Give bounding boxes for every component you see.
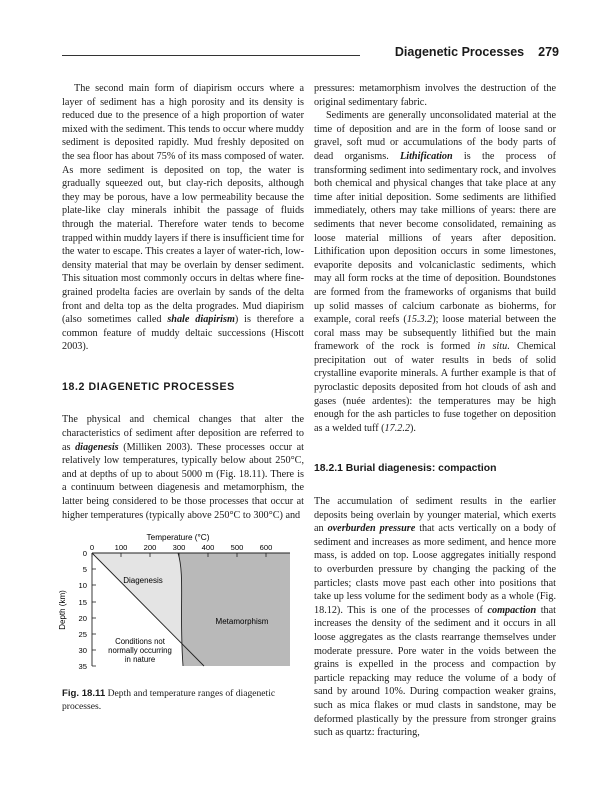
- x-tick-500: 500: [230, 543, 244, 552]
- right-column: [314, 82, 556, 740]
- depth-axis-label: Depth (km): [58, 590, 67, 630]
- x-tick-300: 300: [172, 543, 186, 552]
- diagenesis-label: Diagenesis: [123, 576, 163, 585]
- y-tick-0: 0: [82, 549, 87, 558]
- x-tick-0: 0: [89, 543, 95, 552]
- x-tick-100: 100: [114, 543, 128, 552]
- y-tick-25: 25: [78, 630, 87, 639]
- y-tick-10: 10: [78, 581, 87, 590]
- paragraph-diapirism: The second main form of diapirism occurs where a layer of sediment has a high porosity and its density is reduced due to the presence of a high proportion of water mixed with the sediment. This tends to occur where muddy sediment is deposited rapidly. Mud freshly deposited on the sea floor has about 75% of its mass composed of water. As more sediment is deposited on top, the water is gradually squeezed out, but clay-rich deposits, although they may be porous, have a low permeability because the plate-like clay minerals inhibit the passage of fluids through the material. Therefore water tends to become trapped within muddy layers if there is insufficient time for the water to escape. This creates a layer of water-rich, low-density material that may be overlain by denser sediment. This situation most commonly occurs in deltas where fine-grained prodelta facies are overlain by sands of the delta front and delta top as the delta progrades. Mud diapirism (also sometimes called shale diapirism) is therefore a common feature of muddy deltaic successions (Hiscott 2003).: [62, 83, 304, 353]
- paragraph-lithification: Sediments are generally unconsolidated material at the time of deposition and are in the form of loose sand or gravel, soft mud or accumulations of the body parts of dead organisms. Lithification is the process of transforming sediment into sedimentary rock, and involves both chemical and physical changes that take place at any time after initial deposition. Some sediments are lithified immediately, others may take millions of years: there are sediments that never become consolidated, remaining as loose material millions of years after deposition. Lithification upon deposition occurs in some limestones, evaporite deposits and volcaniclastic sediments, which may all form rocks at the time of deposition. Boundstones are formed from the frameworks of organisms that build up solid masses of calcium carbonate as bioherms, for example, coral reefs (15.3.2); loose material between the coral mass may be subsequently lithified but the main framework of the rock is formed in situ. Chemical precipitation out of water results in beds of solid crystalline evaporite minerals. A further example is that of pyroclastic deposits deposited from hot clouds of ash and gases (nuée ardentes): the temperatures may be high enough for the ash particles to fuse together on deposition as a welded tuff (17.2.2).: [314, 110, 556, 434]
- section-heading: 18.2 DIAGENETIC PROCESSES: [62, 380, 235, 393]
- metamorphism-label: Metamorphism: [215, 617, 269, 626]
- x-tick-400: 400: [201, 543, 215, 552]
- cross-reference: 17.2.2: [384, 422, 411, 434]
- left-column: [62, 82, 304, 522]
- cross-reference: 15.3.2: [406, 314, 433, 326]
- paragraph-diagenesis: The physical and chemical changes that alter the characteristics of sediment after deposition are referred to as diagenesis (Milliken 2003). These processes occur at relatively low temperatures, typically below about 250°C, and at depths of up to about 5000 m (Fig. 18.11). There is a continuum between diagenesis and metamorphism, the latter being considered to be those processes that occur at higher temperatures (typically above 250°C to 300°C) and: [62, 414, 304, 521]
- running-header: [360, 45, 559, 59]
- x-tick-600: 600: [259, 543, 273, 552]
- y-tick-35: 35: [78, 662, 87, 671]
- temperature-axis-label: Temperature (°C): [146, 533, 210, 542]
- y-tick-15: 15: [78, 598, 87, 607]
- depth-temperature-diagram: [48, 530, 306, 690]
- y-tick-30: 30: [78, 646, 87, 655]
- x-tick-200: 200: [143, 543, 157, 552]
- figure-caption: [62, 688, 304, 713]
- not-occurring-label-line-2: normally occurring: [108, 646, 172, 655]
- metamorphism-region: [178, 553, 290, 666]
- header-title: Diagenetic Processes: [394, 45, 525, 59]
- y-tick-5: 5: [82, 565, 87, 574]
- paragraph-compaction: The accumulation of sediment results in the earlier deposits being overlain by younger material, which exerts an overburden pressure that acts vertically on a body of sediment and increases as more sediment, and hence more mass, is added on top. Loose aggregates initially respond to overburden pressure by changing the packing of the particles; clasts move past each other into positions that take up less volume for the sediment body as a whole (Fig. 18.12). This is one of the processes of compaction that increases the density of the sediment and it occurs in all loose aggregates as the clasts rearrange themselves under moderate pressure. Pore water in the voids between the grains is expelled in the process and compaction by particle repacking may reduce the volume of a body of sand by around 10%. During compaction weaker grains, such as mica flakes or mud clasts in sandstone, may be deformed plastically by the pressure from stronger grains such as quartz: fracturing,: [314, 496, 556, 739]
- not-occurring-label-line-3: in nature: [124, 655, 156, 664]
- caption-text: Depth and temperature ranges of diagenetic processes.: [62, 688, 276, 712]
- figure-18-11: [48, 530, 306, 690]
- caption-label: Fig. 18.11: [62, 688, 106, 699]
- subsection-heading: 18.2.1 Burial diagenesis: compaction: [314, 463, 497, 475]
- not-occurring-label-line-1: Conditions not: [115, 637, 165, 646]
- page-number: 279: [538, 45, 559, 59]
- y-tick-20: 20: [78, 614, 87, 623]
- paragraph-metamorphism-continued: pressures: metamorphism involves the destruction of the original sedimentary fabric.: [314, 83, 556, 108]
